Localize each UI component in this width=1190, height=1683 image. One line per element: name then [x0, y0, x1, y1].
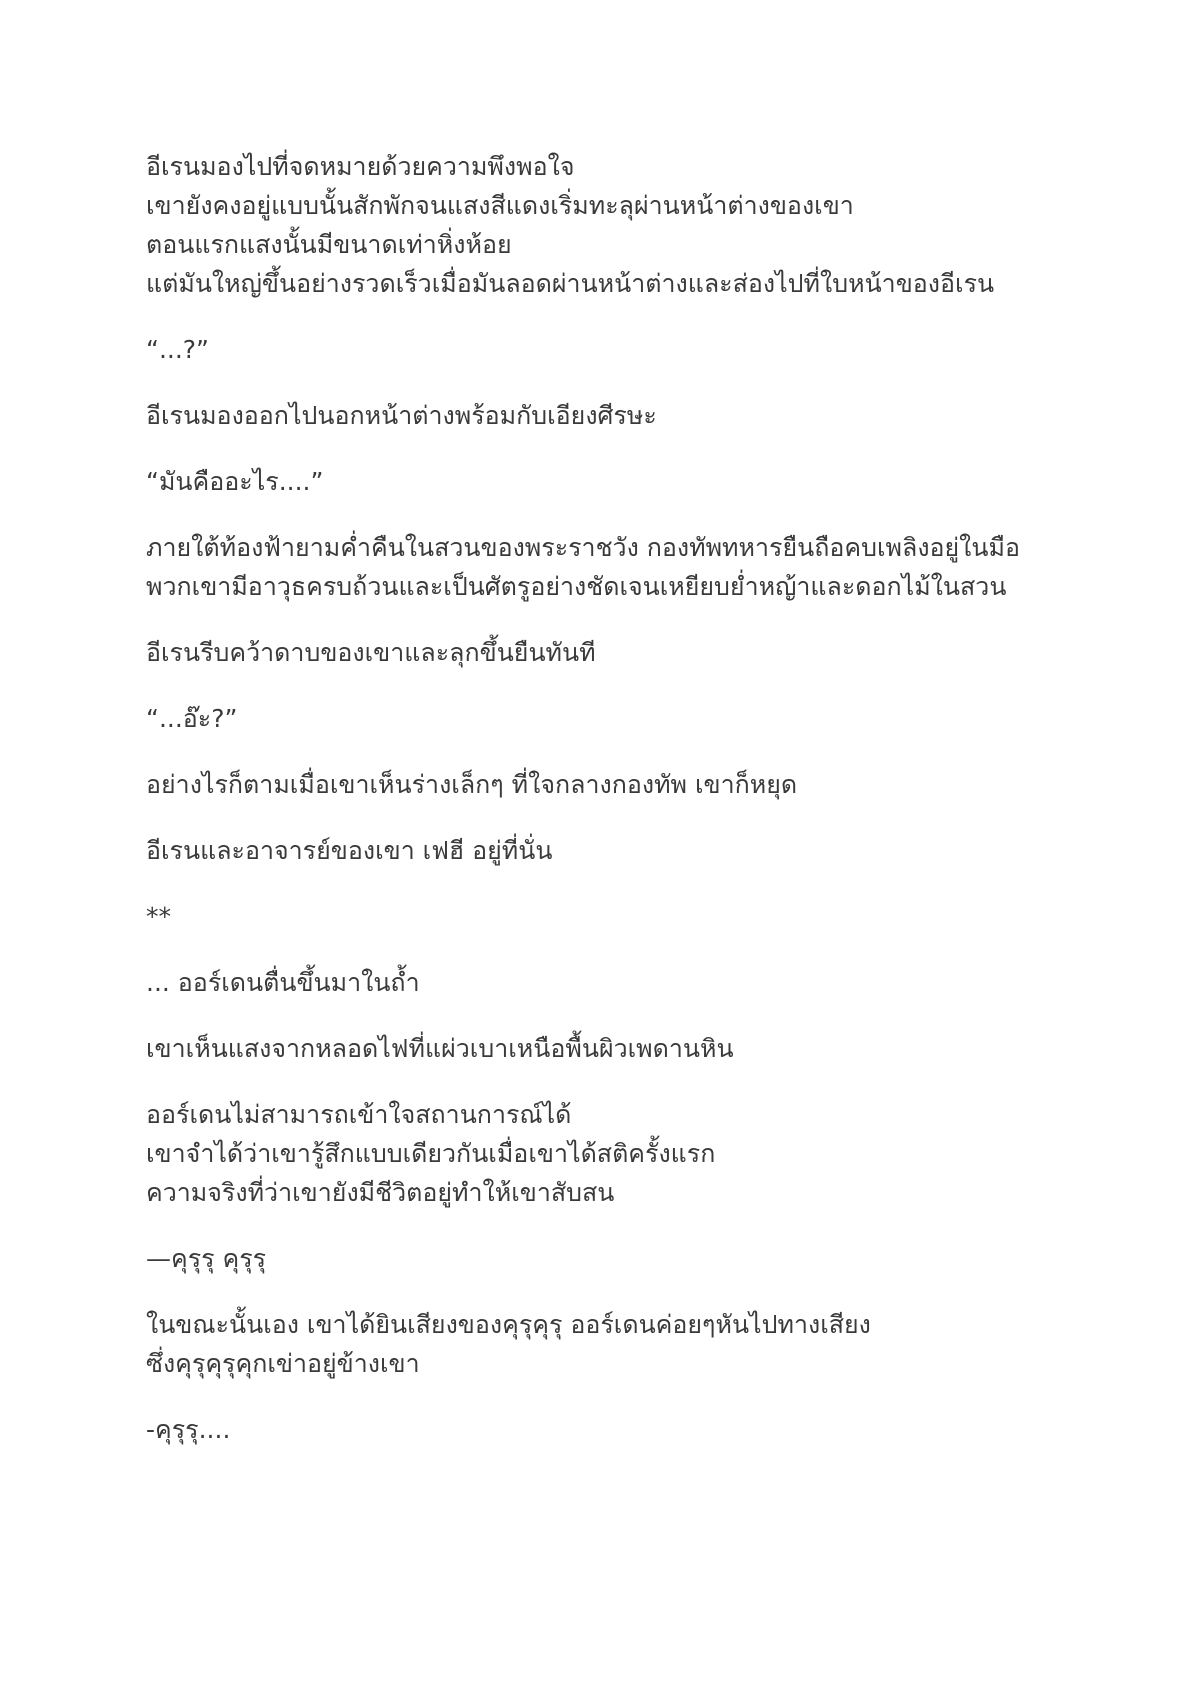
text-line: ภายใต้ท้องฟ้ายามค่ำคืนในสวนของพระราชวัง กองทัพทหารยืนถือคบเพลิงอยู่ในมือ	[146, 533, 1020, 562]
text-line: อีเรนมองออกไปนอกหน้าต่างพร้อมกับเอียงศีรษะ	[146, 401, 657, 430]
dialogue-line	[146, 699, 1046, 738]
paragraph	[146, 528, 1046, 606]
text-line: “...อ๊ะ?”	[146, 704, 238, 733]
paragraph	[146, 633, 1046, 672]
dialogue-line	[146, 330, 1046, 369]
paragraph	[146, 765, 1046, 804]
text-line: ออร์เดนไม่สามารถเข้าใจสถานการณ์ได้	[146, 1100, 572, 1129]
text-line: เขาจำได้ว่าเขารู้สึกแบบเดียวกันเมื่อเขาได้สติครั้งแรก	[146, 1139, 716, 1168]
paragraph	[146, 1029, 1046, 1068]
text-line: อีเรนและอาจารย์ของเขา เฟฮี อยู่ที่นั่น	[146, 836, 553, 865]
text-line: เขายังคงอยู่แบบนั้นสักพักจนแสงสีแดงเริ่มทะลุผ่านหน้าต่างของเขา	[146, 191, 854, 220]
paragraph	[146, 1095, 1046, 1212]
text-line: อีเรนรีบคว้าดาบของเขาและลุกขึ้นยืนทันที	[146, 638, 596, 667]
text-line: อย่างไรก็ตามเมื่อเขาเห็นร่างเล็กๆ ที่ใจกลางกองทัพ เขาก็หยุด	[146, 770, 798, 799]
paragraph	[146, 147, 1046, 303]
sound-effect-line	[146, 1410, 1046, 1449]
sound-effect-line	[146, 1239, 1046, 1278]
text-line: เขาเห็นแสงจากหลอดไฟที่แผ่วเบาเหนือพื้นผิวเพดานหิน	[146, 1034, 734, 1063]
dialogue-line	[146, 462, 1046, 501]
text-line: อีเรนมองไปที่จดหมายด้วยความพึงพอใจ	[146, 152, 575, 181]
paragraph	[146, 1305, 1046, 1383]
text-line: ... ออร์เดนตื่นขึ้นมาในถ้ำ	[146, 968, 420, 997]
text-line: ความจริงที่ว่าเขายังมีชีวิตอยู่ทำให้เขาสับสน	[146, 1178, 615, 1207]
text-line: แต่มันใหญ่ขึ้นอย่างรวดเร็วเมื่อมันลอดผ่านหน้าต่างและส่องไปที่ใบหน้าของอีเรน	[146, 269, 995, 298]
text-line: พวกเขามีอาวุธครบถ้วนและเป็นศัตรูอย่างชัดเจนเหยียบย่ำหญ้าและดอกไม้ในสวน	[146, 572, 1007, 601]
document-body	[146, 147, 1046, 1476]
text-line: —คุรุรุ คุรุรุ	[146, 1244, 267, 1273]
text-line: “...?”	[146, 335, 210, 364]
scene-break	[146, 897, 1046, 936]
paragraph	[146, 396, 1046, 435]
text-line: “มันคืออะไร....”	[146, 467, 324, 496]
text-line: ซึ่งคุรุคุรุคุกเข่าอยู่ข้างเขา	[146, 1349, 420, 1378]
paragraph	[146, 963, 1046, 1002]
text-line: ตอนแรกแสงนั้นมีขนาดเท่าหิ่งห้อย	[146, 230, 512, 259]
text-line: **	[146, 902, 171, 931]
text-line: -คุรุรุ....	[146, 1415, 231, 1444]
text-line: ในขณะนั้นเอง เขาได้ยินเสียงของคุรุคุรุ ออร์เดนค่อยๆหันไปทางเสียง	[146, 1310, 871, 1339]
paragraph	[146, 831, 1046, 870]
